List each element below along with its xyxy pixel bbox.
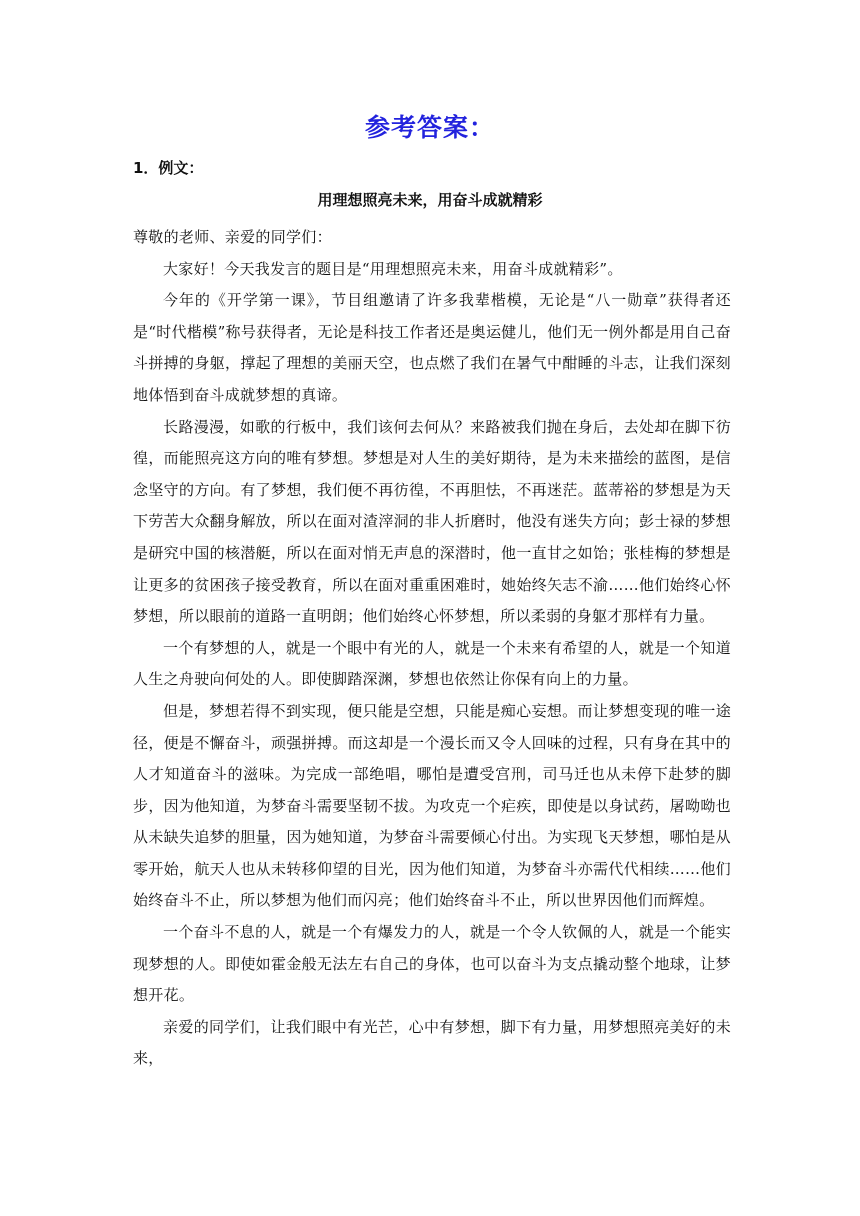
paragraph: 大家好！今天我发言的题目是“用理想照亮未来，用奋斗成就精彩”。	[163, 259, 623, 278]
paragraph: 今年的《开学第一课》，节目组邀请了许多我辈楷模，无论是“八一勋章”获得者还是“时代楷模”称号获得者，无论是科技工作者还是奥运健儿，他们无一例外都是用自己奋斗拼搏的身躯，撑起了理想的美丽天空，也点燃了我们在暑气中酣睡的斗志，让我们深刻地体悟到奋斗成就梦想的真谛。	[133, 291, 731, 404]
answer-heading: 参考答案：	[364, 113, 495, 142]
paragraph: 一个奋斗不息的人，就是一个有爆发力的人，就是一个令人钦佩的人，就是一个能实现梦想的人。即使如霍金般无法左右自己的身体，也可以奋斗为支点撬动整个地球，让梦想开花。	[133, 923, 731, 1005]
paragraph: 但是，梦想若得不到实现，便只能是空想，只能是痴心妄想。而让梦想变现的唯一途径，便是不懈奋斗，顽强拼搏。而这却是一个漫长而又令人回味的过程，只有身在其中的人才知道奋斗的滋味。为完成一部绝唱，哪怕是遭受宫刑，司马迁也从未停下赴梦的脚步，因为他知道，为梦奋斗需要坚韧不拔。为攻克一个疟疾，即使是以身试药，屠呦呦也从未缺失追梦的胆量，因为她知道，为梦奋斗需要倾心付出。为实现飞天梦想，哪怕是从零开始，航天人也从未转移仰望的目光，因为他们知道，为梦奋斗亦需代代相续……他们始终奋斗不止，所以梦想为他们而闪亮；他们始终奋斗不止，所以世界因他们而辉煌。	[133, 701, 731, 910]
essay-title: 用理想照亮未来，用奋斗成就精彩	[317, 191, 543, 209]
paragraph: 亲爱的同学们，让我们眼中有光芒，心中有梦想，脚下有力量，用梦想照亮美好的未来，	[133, 1017, 731, 1068]
essay-body	[133, 222, 731, 1075]
question-number: 1．例文：	[133, 159, 204, 177]
paragraph: 一个有梦想的人，就是一个眼中有光的人，就是一个未来有希望的人，就是一个知道人生之舟驶向何处的人。即使脚踏深渊，梦想也依然让你保有向上的力量。	[133, 638, 731, 689]
paragraph: 长路漫漫，如歌的行板中，我们该何去何从？来路被我们抛在身后，去处却在脚下彷徨，而能照亮这方向的唯有梦想。梦想是对人生的美好期待，是为未来描绘的蓝图，是信念坚守的方向。有了梦想，我们便不再彷徨，不再胆怯，不再迷茫。蓝蒂裕的梦想是为天下劳苦大众翻身解放，所以在面对渣滓洞的非人折磨时，他没有迷失方向；彭士禄的梦想是研究中国的核潜艇，所以在面对悄无声息的深潜时，他一直甘之如饴；张桂梅的梦想是让更多的贫困孩子接受教育，所以在面对重重困难时，她始终矢志不渝……他们始终心怀梦想，所以眼前的道路一直明朗；他们始终心怀梦想，所以柔弱的身躯才那样有力量。	[133, 417, 731, 626]
salutation: 尊敬的老师、亲爱的同学们：	[133, 228, 332, 246]
